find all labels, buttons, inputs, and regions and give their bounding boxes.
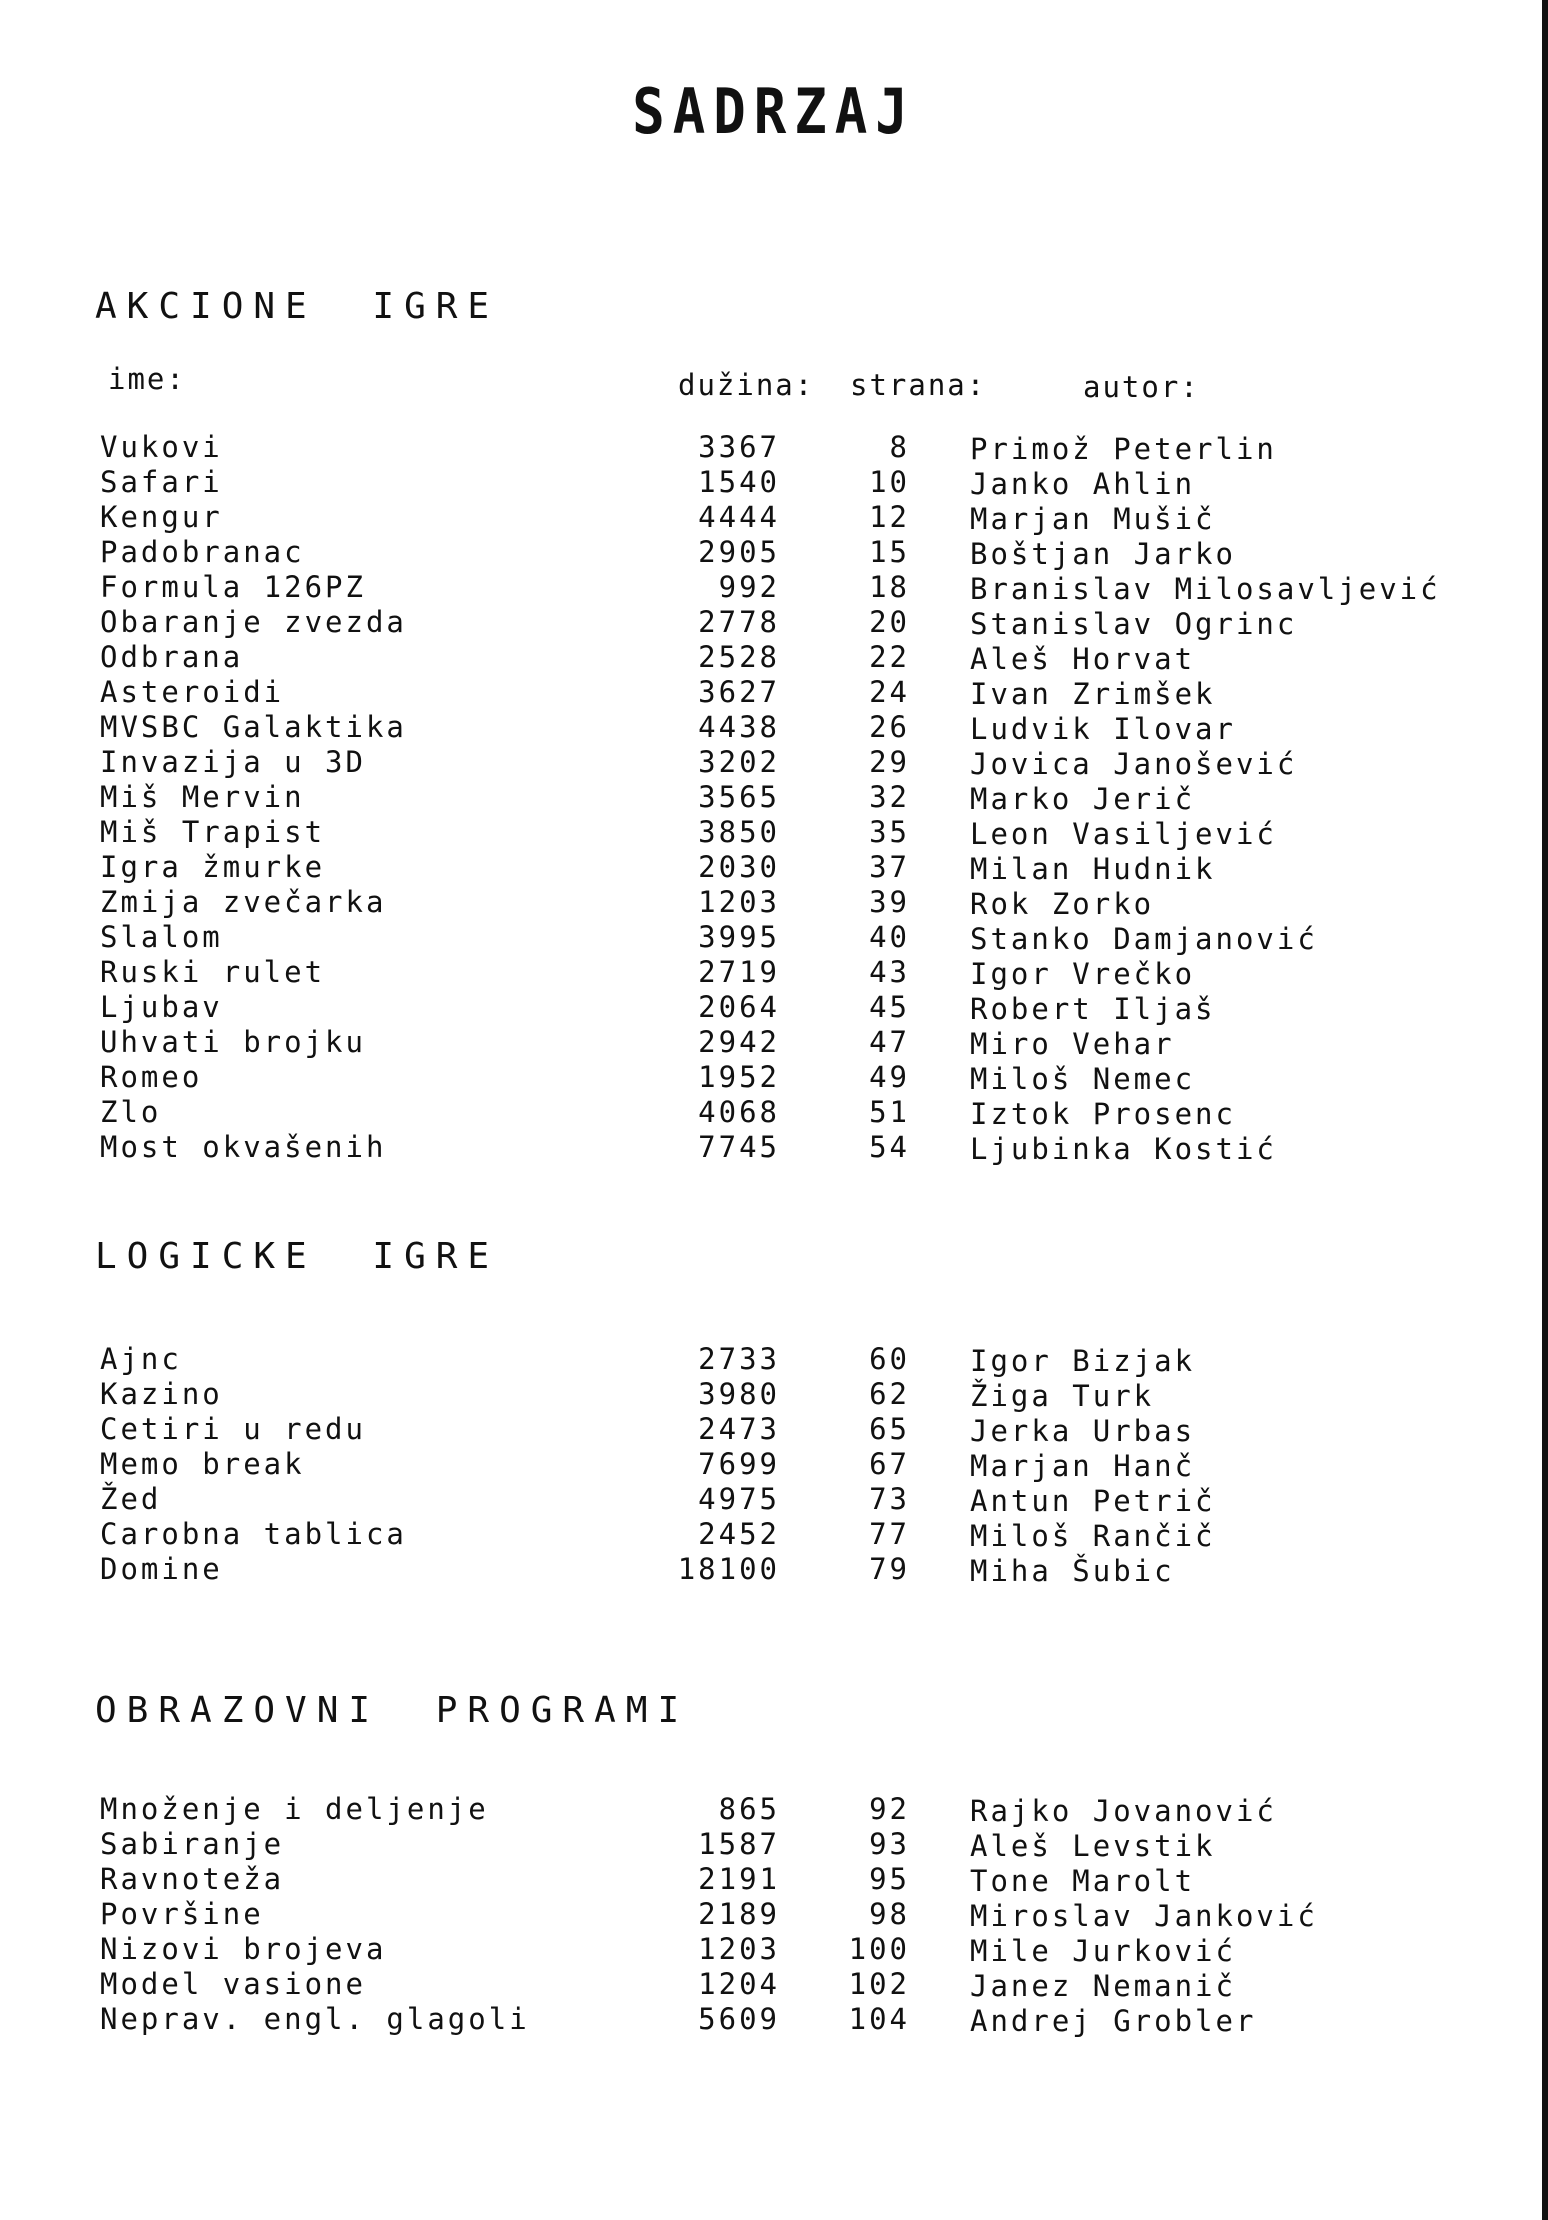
program-page: 65 <box>869 1412 910 1446</box>
program-page: 54 <box>869 1130 910 1164</box>
table-row <box>0 1552 1548 1587</box>
program-page: 45 <box>869 990 910 1024</box>
program-length: 2191 <box>698 1862 780 1896</box>
program-author: Miroslav Janković <box>970 1899 1318 1933</box>
program-length: 1203 <box>698 1932 780 1966</box>
program-author: Miloš Rančič <box>970 1519 1216 1553</box>
program-page: 20 <box>869 605 910 639</box>
program-author: Igor Bizjak <box>970 1344 1196 1378</box>
program-length: 4444 <box>698 500 780 534</box>
table-row <box>0 500 1548 535</box>
program-author: Milan Hudnik <box>970 852 1216 886</box>
program-page: 49 <box>869 1060 910 1094</box>
program-length: 2719 <box>698 955 780 989</box>
table-row <box>0 1517 1548 1552</box>
program-length: 1540 <box>698 465 780 499</box>
program-length: 3995 <box>698 920 780 954</box>
table-row <box>0 570 1548 605</box>
program-name: Model vasione <box>100 1967 366 2001</box>
table-row <box>0 1377 1548 1412</box>
program-name: Sabiranje <box>100 1827 285 1861</box>
page-title: SADRZAJ <box>632 75 916 148</box>
program-author: Stanislav Ogrinc <box>970 607 1298 641</box>
program-page: 92 <box>869 1792 910 1826</box>
table-row <box>0 2002 1548 2037</box>
program-length: 2778 <box>698 605 780 639</box>
program-length: 1204 <box>698 1967 780 2001</box>
table-row <box>0 710 1548 745</box>
program-name: Most okvašenih <box>100 1130 387 1164</box>
header-author: autor: <box>1083 370 1200 404</box>
program-page: 24 <box>869 675 910 709</box>
table-row <box>0 1025 1548 1060</box>
program-name: Padobranac <box>100 535 305 569</box>
program-length: 2452 <box>698 1517 780 1551</box>
program-page: 47 <box>869 1025 910 1059</box>
table-row <box>0 1095 1548 1130</box>
program-page: 95 <box>869 1862 910 1896</box>
program-name: Uhvati brojku <box>100 1025 366 1059</box>
program-author: Jovica Janošević <box>970 747 1298 781</box>
program-page: 18 <box>869 570 910 604</box>
program-page: 8 <box>889 430 910 464</box>
program-page: 32 <box>869 780 910 814</box>
program-author: Andrej Grobler <box>970 2004 1257 2038</box>
program-author: Tone Marolt <box>970 1864 1196 1898</box>
program-length: 2064 <box>698 990 780 1024</box>
program-author: Marjan Mušič <box>970 502 1216 536</box>
program-author: Mile Jurković <box>970 1934 1236 1968</box>
table-row <box>0 640 1548 675</box>
program-page: 67 <box>869 1447 910 1481</box>
program-length: 2528 <box>698 640 780 674</box>
program-name: Carobna tablica <box>100 1517 407 1551</box>
program-page: 12 <box>869 500 910 534</box>
program-name: Kazino <box>100 1377 223 1411</box>
program-length: 1587 <box>698 1827 780 1861</box>
table-row <box>0 780 1548 815</box>
table-row <box>0 815 1548 850</box>
program-author: Rok Zorko <box>970 887 1155 921</box>
program-name: Obaranje zvezda <box>100 605 407 639</box>
program-name: Cetiri u redu <box>100 1412 366 1446</box>
program-name: Odbrana <box>100 640 244 674</box>
program-page: 51 <box>869 1095 910 1129</box>
table-row <box>0 745 1548 780</box>
program-author: Marko Jerič <box>970 782 1196 816</box>
table-row <box>0 430 1548 465</box>
program-author: Aleš Horvat <box>970 642 1196 676</box>
table-row <box>0 920 1548 955</box>
program-page: 100 <box>848 1932 910 1966</box>
program-length: 2030 <box>698 850 780 884</box>
program-length: 3202 <box>698 745 780 779</box>
program-name: Vukovi <box>100 430 223 464</box>
program-name: Nizovi brojeva <box>100 1932 387 1966</box>
program-page: 40 <box>869 920 910 954</box>
table-row <box>0 605 1548 640</box>
program-name: Igra žmurke <box>100 850 326 884</box>
section-rows <box>0 1342 1548 1587</box>
program-name: Ravnoteža <box>100 1862 285 1896</box>
program-page: 15 <box>869 535 910 569</box>
program-author: Iztok Prosenc <box>970 1097 1236 1131</box>
program-author: Igor Vrečko <box>970 957 1196 991</box>
program-author: Primož Peterlin <box>970 432 1277 466</box>
program-author: Janko Ahlin <box>970 467 1196 501</box>
table-row <box>0 1862 1548 1897</box>
table-row <box>0 1932 1548 1967</box>
program-name: Kengur <box>100 500 223 534</box>
program-name: Ruski rulet <box>100 955 326 989</box>
program-author: Rajko Jovanović <box>970 1794 1277 1828</box>
table-row <box>0 1967 1548 2002</box>
program-name: Ajnc <box>100 1342 182 1376</box>
program-length: 7699 <box>698 1447 780 1481</box>
program-page: 26 <box>869 710 910 744</box>
program-name: Zmija zvečarka <box>100 885 387 919</box>
program-author: Branislav Milosavljević <box>970 572 1441 606</box>
program-name: Miš Trapist <box>100 815 326 849</box>
table-row <box>0 1792 1548 1827</box>
program-author: Ljubinka Kostić <box>970 1132 1277 1166</box>
program-length: 3367 <box>698 430 780 464</box>
table-row <box>0 1827 1548 1862</box>
program-length: 5609 <box>698 2002 780 2036</box>
section-title-akcione: AKCIONE IGRE <box>95 286 500 327</box>
table-row <box>0 885 1548 920</box>
program-page: 35 <box>869 815 910 849</box>
program-author: Janez Nemanič <box>970 1969 1236 2003</box>
program-author: Miro Vehar <box>970 1027 1175 1061</box>
program-author: Stanko Damjanović <box>970 922 1318 956</box>
program-length: 3850 <box>698 815 780 849</box>
program-name: Zlo <box>100 1095 162 1129</box>
program-name: Safari <box>100 465 223 499</box>
section-rows <box>0 1792 1548 2037</box>
program-name: Slalom <box>100 920 223 954</box>
program-page: 102 <box>848 1967 910 2001</box>
program-author: Antun Petrič <box>970 1484 1216 1518</box>
program-name: MVSBC Galaktika <box>100 710 407 744</box>
column-headers <box>0 362 1548 402</box>
program-page: 104 <box>848 2002 910 2036</box>
program-author: Robert Iljaš <box>970 992 1216 1026</box>
program-author: Boštjan Jarko <box>970 537 1236 571</box>
program-page: 77 <box>869 1517 910 1551</box>
program-length: 3565 <box>698 780 780 814</box>
program-length: 1952 <box>698 1060 780 1094</box>
program-page: 98 <box>869 1897 910 1931</box>
program-page: 43 <box>869 955 910 989</box>
program-page: 22 <box>869 640 910 674</box>
program-page: 79 <box>869 1552 910 1586</box>
program-page: 39 <box>869 885 910 919</box>
program-author: Aleš Levstik <box>970 1829 1216 1863</box>
program-name: Miš Mervin <box>100 780 305 814</box>
program-name: Formula 126PZ <box>100 570 366 604</box>
program-length: 1203 <box>698 885 780 919</box>
table-row <box>0 990 1548 1025</box>
table-row <box>0 1447 1548 1482</box>
program-page: 62 <box>869 1377 910 1411</box>
table-row <box>0 955 1548 990</box>
program-length: 4975 <box>698 1482 780 1516</box>
program-author: Ludvik Ilovar <box>970 712 1236 746</box>
program-name: Ljubav <box>100 990 223 1024</box>
program-length: 3627 <box>698 675 780 709</box>
table-row <box>0 1897 1548 1932</box>
program-name: Neprav. engl. glagoli <box>100 2002 530 2036</box>
program-author: Miha Šubic <box>970 1554 1175 1588</box>
section-rows <box>0 430 1548 1165</box>
program-length: 992 <box>718 570 780 604</box>
table-row <box>0 675 1548 710</box>
program-length: 865 <box>718 1792 780 1826</box>
table-row <box>0 465 1548 500</box>
program-length: 2733 <box>698 1342 780 1376</box>
table-row <box>0 1130 1548 1165</box>
section-title-obrazovni: OBRAZOVNI PROGRAMI <box>95 1690 690 1731</box>
program-length: 2942 <box>698 1025 780 1059</box>
program-author: Miloš Nemec <box>970 1062 1196 1096</box>
section-title-logicke: LOGICKE IGRE <box>95 1236 500 1277</box>
program-name: Žed <box>100 1482 162 1516</box>
program-name: Množenje i deljenje <box>100 1792 489 1826</box>
program-page: 73 <box>869 1482 910 1516</box>
program-length: 4438 <box>698 710 780 744</box>
program-name: Invazija u 3D <box>100 745 366 779</box>
program-page: 93 <box>869 1827 910 1861</box>
program-length: 2905 <box>698 535 780 569</box>
program-page: 60 <box>869 1342 910 1376</box>
program-length: 2473 <box>698 1412 780 1446</box>
program-page: 10 <box>869 465 910 499</box>
program-author: Žiga Turk <box>970 1379 1155 1413</box>
program-page: 29 <box>869 745 910 779</box>
program-author: Jerka Urbas <box>970 1414 1196 1448</box>
program-length: 7745 <box>698 1130 780 1164</box>
program-name: Domine <box>100 1552 223 1586</box>
program-author: Marjan Hanč <box>970 1449 1196 1483</box>
table-row <box>0 1342 1548 1377</box>
program-name: Površine <box>100 1897 264 1931</box>
program-author: Ivan Zrimšek <box>970 677 1216 711</box>
program-name: Asteroidi <box>100 675 285 709</box>
program-author: Leon Vasiljević <box>970 817 1277 851</box>
program-length: 2189 <box>698 1897 780 1931</box>
program-page: 37 <box>869 850 910 884</box>
program-name: Memo break <box>100 1447 305 1481</box>
program-length: 3980 <box>698 1377 780 1411</box>
table-row <box>0 1412 1548 1447</box>
program-name: Romeo <box>100 1060 203 1094</box>
header-name: ime: <box>108 362 186 396</box>
header-length: dužina: <box>678 368 815 402</box>
table-row <box>0 535 1548 570</box>
program-length: 4068 <box>698 1095 780 1129</box>
program-length: 18100 <box>677 1552 780 1586</box>
table-row <box>0 850 1548 885</box>
header-page: strana: <box>850 368 987 402</box>
table-row <box>0 1060 1548 1095</box>
table-row <box>0 1482 1548 1517</box>
